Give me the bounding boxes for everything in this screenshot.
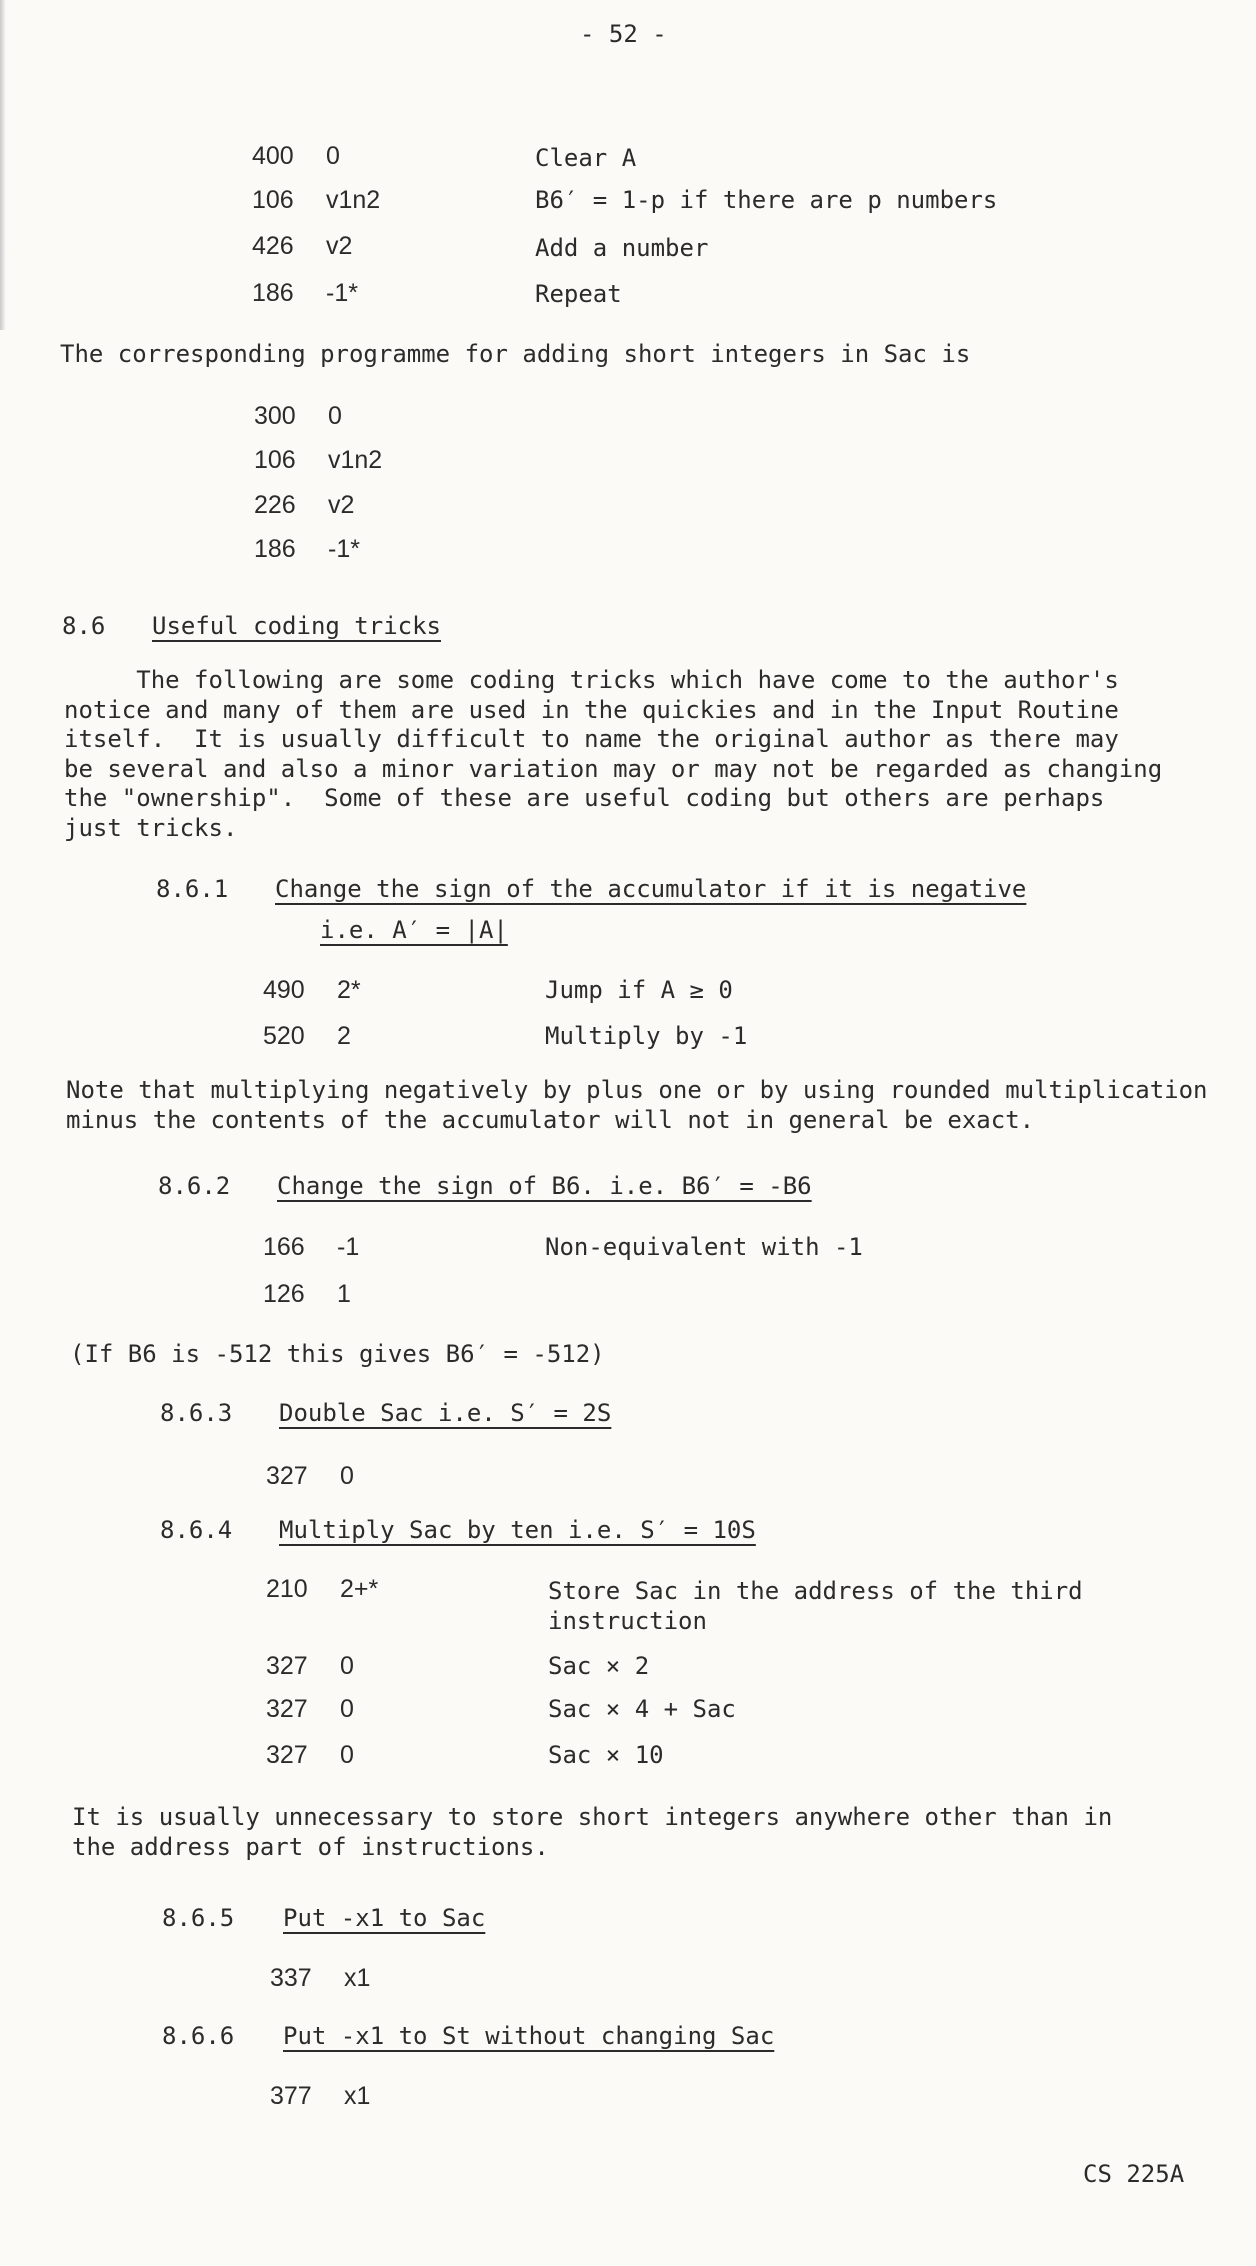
subsection-number: 8.6.3 <box>160 1399 233 1427</box>
code-addr: 0 <box>340 1695 354 1723</box>
code-op: 106 <box>252 186 294 214</box>
code-addr: 0 <box>340 1741 354 1769</box>
paragraph-text: The corresponding programme for adding short integers in Sac is <box>60 340 971 368</box>
code-comment: Sac × 2 <box>548 1652 650 1680</box>
code-op: 226 <box>254 491 296 519</box>
code-comment: Sac × 4 + Sac <box>548 1695 736 1723</box>
code-op: 106 <box>254 446 296 474</box>
section-number: 8.6 <box>62 612 106 640</box>
code-op: 166 <box>263 1233 305 1261</box>
code-addr: v2 <box>326 232 353 260</box>
code-op: 327 <box>266 1462 308 1490</box>
code-op: 186 <box>254 535 296 563</box>
code-op: 327 <box>266 1741 308 1769</box>
code-comment: Jump if A ≥ 0 <box>545 976 733 1004</box>
subsection-title: Put -x1 to St without changing Sac <box>283 2022 775 2050</box>
code-comment: Clear A <box>535 144 637 172</box>
code-op: 126 <box>263 1280 305 1308</box>
code-addr: 2+* <box>340 1575 379 1603</box>
code-op: 327 <box>266 1695 308 1723</box>
code-op: 520 <box>263 1022 305 1050</box>
code-op: 377 <box>270 2082 312 2110</box>
code-comment: Non-equivalent with -1 <box>545 1233 863 1261</box>
code-comment: Sac × 10 <box>548 1741 664 1769</box>
note-paragraph: Note that multiplying negatively by plus one or by using rounded multiplication minus the contents of the accumulator will not in general be exact. <box>66 1076 1208 1134</box>
code-op: 300 <box>254 402 296 430</box>
code-op: 327 <box>266 1652 308 1680</box>
note-text: (If B6 is -512 this gives B6′ = -512) <box>70 1340 605 1368</box>
code-addr: x1 <box>344 2082 371 2110</box>
subsection-number: 8.6.4 <box>160 1516 233 1544</box>
code-addr: 2 <box>337 1022 351 1050</box>
subsection-title: Put -x1 to Sac <box>283 1904 486 1932</box>
subsection-number: 8.6.5 <box>162 1904 235 1932</box>
code-addr: x1 <box>344 1964 371 1992</box>
note-paragraph: It is usually unnecessary to store short integers anywhere other than in the address part of instructions. <box>72 1803 1113 1861</box>
scan-edge-shadow <box>0 0 6 330</box>
code-addr: 0 <box>340 1652 354 1680</box>
code-op: 186 <box>252 279 294 307</box>
code-comment: Multiply by -1 <box>545 1022 748 1050</box>
document-reference: CS 225A <box>1083 2160 1185 2188</box>
code-addr: v2 <box>328 491 355 519</box>
subsection-title: Change the sign of B6. i.e. B6′ = -B6 <box>277 1172 812 1200</box>
code-op: 337 <box>270 1964 312 1992</box>
code-op: 400 <box>252 142 294 170</box>
code-op: 490 <box>263 976 305 1004</box>
subsection-title: Change the sign of the accumulator if it is negative <box>275 875 1027 903</box>
code-addr: 0 <box>328 402 342 430</box>
code-addr: 0 <box>326 142 340 170</box>
code-comment: B6′ = 1-p if there are p numbers <box>535 186 998 214</box>
subsection-formula: i.e. A′ = |A| <box>320 916 508 944</box>
intro-paragraph: The following are some coding tricks which have come to the author's notice and many of them are used in the quickies and in the Input Routine itself. It is usually difficult to name the original author as there may be several and also a minor variation may or may not be regarded as changing the "ownership". Some of these are useful coding but others are perhaps just tricks. <box>64 666 1163 842</box>
subsection-number: 8.6.6 <box>162 2022 235 2050</box>
subsection-title: Double Sac i.e. S′ = 2S <box>279 1399 612 1427</box>
subsection-number: 8.6.1 <box>156 875 229 903</box>
code-addr: 2* <box>337 976 361 1004</box>
code-addr: -1 <box>337 1233 360 1261</box>
code-op: 426 <box>252 232 294 260</box>
code-op: 210 <box>266 1575 308 1603</box>
code-comment: Store Sac in the address of the third instruction <box>548 1577 1083 1635</box>
page-number: - 52 - <box>580 20 667 48</box>
code-addr: v1n2 <box>326 186 381 214</box>
code-addr: v1n2 <box>328 446 383 474</box>
code-addr: -1* <box>326 279 358 307</box>
code-addr: 0 <box>340 1462 354 1490</box>
subsection-title: Multiply Sac by ten i.e. S′ = 10S <box>279 1516 756 1544</box>
code-comment: Repeat <box>535 280 622 308</box>
subsection-number: 8.6.2 <box>158 1172 231 1200</box>
section-title: Useful coding tricks <box>152 612 441 640</box>
code-addr: -1* <box>328 535 360 563</box>
code-addr: 1 <box>337 1280 351 1308</box>
code-comment: Add a number <box>535 234 709 262</box>
